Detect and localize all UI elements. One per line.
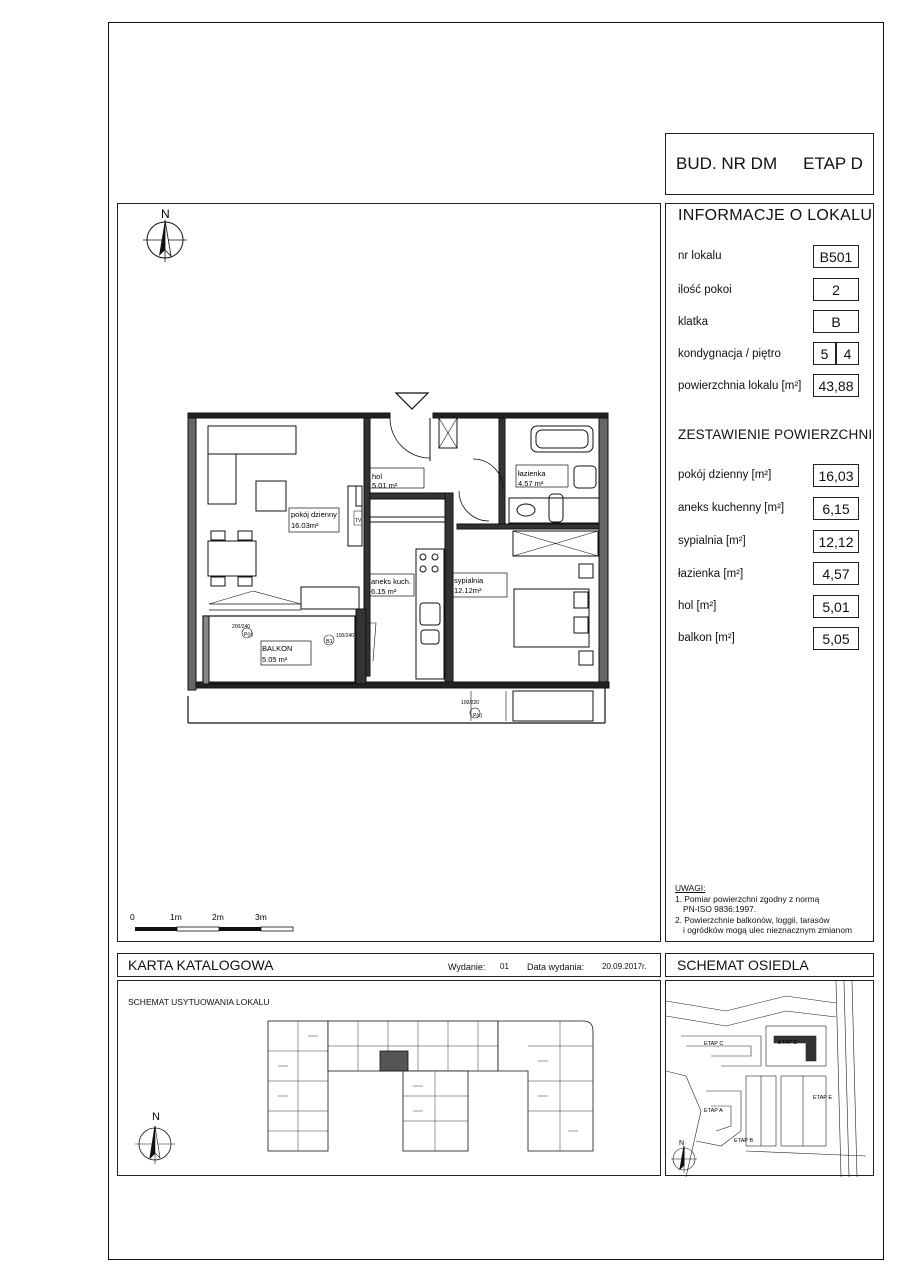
value-staircase: B — [813, 310, 859, 333]
north-arrow-icon — [671, 1146, 697, 1173]
wall-top-right — [433, 413, 608, 418]
value-unit-number: B501 — [813, 245, 859, 268]
wall-top-left — [188, 413, 390, 418]
label-hall: hol [m²] — [678, 600, 717, 612]
estate-scheme-panel — [665, 980, 874, 1176]
tag-tv: TV — [355, 518, 362, 524]
room-bath-name: łazienka — [518, 469, 546, 478]
note-line: PN-ISO 9836:1997. — [683, 904, 757, 915]
edition-value: 01 — [500, 962, 509, 971]
value-balcony: 5,05 — [813, 627, 859, 650]
value-rooms-count: 2 — [813, 278, 859, 301]
stage-a-label: ETAP A — [704, 1108, 723, 1114]
location-scheme-drawing — [118, 981, 662, 1177]
scale-1m: 1m — [170, 912, 182, 922]
label-bedroom: sypialnia [m²] — [678, 535, 746, 547]
stage-b-label: ETAP B — [734, 1138, 754, 1144]
room-bedroom-area: 12.12m² — [454, 586, 482, 595]
north-label: N — [161, 207, 170, 221]
label-rooms-count: ilość pokoi — [678, 284, 732, 296]
value-hall: 5,01 — [813, 595, 859, 618]
tag-b1: B1 — [326, 639, 333, 645]
note-line: i ogródków mogą ulec nieznacznym zmianom — [683, 925, 852, 936]
notes — [675, 883, 871, 936]
scale-bar — [135, 927, 293, 931]
location-scheme-title: SCHEMAT USYTUOWANIA LOKALU — [128, 997, 270, 1007]
building-number: BUD. NR DM — [676, 154, 778, 173]
stage-label: ETAP D — [803, 154, 863, 173]
catalog-header — [117, 953, 661, 977]
room-bath-area: 4.57 m² — [518, 479, 544, 488]
north-label: N — [679, 1140, 685, 1147]
room-kitchen-area: 6.15 m² — [371, 587, 397, 596]
title-box — [665, 133, 874, 195]
note-line: 2. Powierzchnie balkonów, loggii, tarasów — [675, 914, 830, 925]
tag-p2-dims: 100/220 — [461, 700, 480, 706]
areas-title: ZESTAWIENIE POWIERZCHNI — [678, 427, 873, 442]
label-bathroom: łazienka [m²] — [678, 568, 744, 580]
label-floor: kondygnacja / piętro — [678, 348, 781, 360]
scale-0: 0 — [130, 912, 135, 922]
room-living-area: 16.03m² — [291, 521, 319, 530]
room-kitchen-name: aneks kuch. — [371, 577, 412, 586]
floor-plan-drawing — [118, 204, 662, 943]
stage-d-label: ETAP D — [778, 1040, 798, 1046]
value-bathroom: 4,57 — [813, 562, 859, 585]
note-line: 1. Pomiar powierzchni zgodny z normą — [675, 893, 820, 904]
estate-map — [666, 981, 875, 1177]
value-kitchen: 6,15 — [813, 497, 859, 520]
label-balcony: balkon [m²] — [678, 632, 735, 644]
room-balcony-name: BALKON — [262, 644, 293, 653]
value-level: 5 — [813, 342, 836, 365]
edition-label: Wydanie: — [448, 962, 486, 972]
tag-p2: P(c) — [473, 713, 483, 719]
info-title: INFORMACJE O LOKALU — [678, 207, 873, 224]
value-floor: 4 — [836, 342, 859, 365]
tag-b1-dims: 100/240 — [336, 633, 355, 639]
building-dm-label: DM — [781, 1055, 788, 1060]
room-hall-name: hol — [372, 472, 383, 481]
catalog-title: KARTA KATALOGOWA — [128, 957, 274, 973]
room-hall-area: 5.01 m² — [372, 481, 398, 490]
estate-scheme-header — [665, 953, 874, 977]
room-balcony-area: 5.05 m² — [262, 655, 288, 664]
highlighted-unit — [380, 1051, 408, 1071]
room-living-name: pokój dzienny — [291, 510, 337, 519]
location-scheme-panel — [117, 980, 661, 1176]
wall-left — [188, 415, 196, 690]
tag-p1-dims: 200/240 — [232, 624, 251, 630]
floor-plan-panel — [117, 203, 661, 942]
estate-scheme-title: SCHEMAT OSIEDLA — [677, 957, 809, 973]
label-kitchen: aneks kuchenny [m²] — [678, 502, 785, 514]
wall-right — [599, 415, 608, 682]
value-living-room: 16,03 — [813, 464, 859, 487]
label-unit-number: nr lokalu — [678, 250, 722, 262]
north-arrow-icon — [143, 220, 187, 262]
stage-e-label: ETAP E — [813, 1095, 833, 1101]
entrance-marker-icon — [396, 393, 428, 409]
info-panel — [665, 203, 874, 942]
notes-title: UWAGI: — [675, 883, 706, 893]
scale-3m: 3m — [255, 912, 267, 922]
label-living-room: pokój dzienny [m²] — [678, 469, 772, 481]
issue-date-value: 20.09.2017r. — [602, 962, 647, 971]
tag-p1: P(c) — [244, 632, 254, 638]
label-unit-area: powierzchnia lokalu [m²] — [678, 380, 802, 392]
scale-2m: 2m — [212, 912, 224, 922]
issue-date-label: Data wydania: — [527, 962, 585, 972]
room-bedroom-name: sypialnia — [454, 576, 484, 585]
value-unit-area: 43,88 — [813, 374, 859, 397]
stage-c-label: ETAP C — [704, 1041, 724, 1047]
north-label: N — [152, 1111, 160, 1123]
value-bedroom: 12,12 — [813, 530, 859, 553]
north-arrow-icon — [135, 1126, 175, 1164]
label-staircase: klatka — [678, 316, 709, 328]
